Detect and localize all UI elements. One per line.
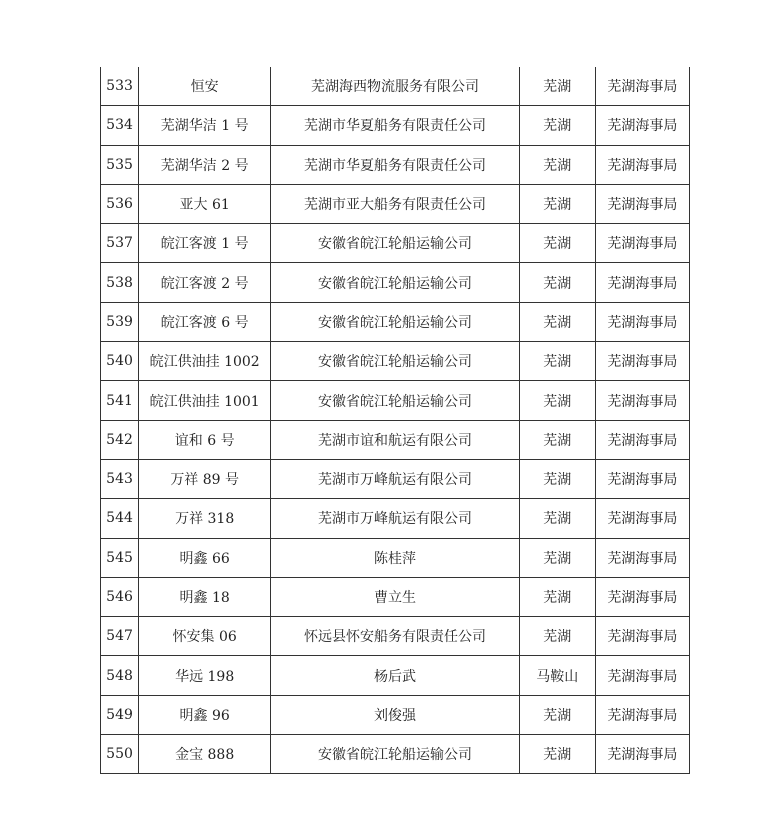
- port-cell: 芜湖: [519, 67, 595, 106]
- table-body: [101, 67, 690, 774]
- table-row: [101, 263, 690, 302]
- authority-cell: 芜湖海事局: [595, 617, 689, 656]
- ship-name-cell: 皖江供油挂 1002: [139, 342, 271, 381]
- port-cell: 芜湖: [519, 577, 595, 616]
- port-cell: 芜湖: [519, 342, 595, 381]
- company-cell: 怀远县怀安船务有限责任公司: [271, 617, 519, 656]
- authority-cell: 芜湖海事局: [595, 420, 689, 459]
- port-cell: 芜湖: [519, 184, 595, 223]
- table-row: [101, 499, 690, 538]
- table-row: [101, 224, 690, 263]
- ship-name-cell: 皖江客渡 6 号: [139, 302, 271, 341]
- authority-cell: 芜湖海事局: [595, 381, 689, 420]
- table-row: [101, 106, 690, 145]
- port-cell: 芜湖: [519, 617, 595, 656]
- table-row: [101, 617, 690, 656]
- company-cell: 杨后武: [271, 656, 519, 695]
- authority-cell: 芜湖海事局: [595, 459, 689, 498]
- authority-cell: 芜湖海事局: [595, 184, 689, 223]
- company-cell: 芜湖市亚大船务有限责任公司: [271, 184, 519, 223]
- row-number-cell: 548: [101, 656, 139, 695]
- row-number-cell: 533: [101, 67, 139, 106]
- authority-cell: 芜湖海事局: [595, 342, 689, 381]
- ship-name-cell: 芜湖华洁 1 号: [139, 106, 271, 145]
- authority-cell: 芜湖海事局: [595, 67, 689, 106]
- authority-cell: 芜湖海事局: [595, 577, 689, 616]
- row-number-cell: 549: [101, 695, 139, 734]
- row-number-cell: 535: [101, 145, 139, 184]
- row-number-cell: 542: [101, 420, 139, 459]
- company-cell: 陈桂萍: [271, 538, 519, 577]
- company-cell: 安徽省皖江轮船运输公司: [271, 224, 519, 263]
- ship-name-cell: 明鑫 66: [139, 538, 271, 577]
- table-row: [101, 342, 690, 381]
- company-cell: 曹立生: [271, 577, 519, 616]
- ship-name-cell: 芜湖华洁 2 号: [139, 145, 271, 184]
- ship-name-cell: 亚大 61: [139, 184, 271, 223]
- port-cell: 芜湖: [519, 695, 595, 734]
- table-row: [101, 184, 690, 223]
- row-number-cell: 539: [101, 302, 139, 341]
- ship-name-cell: 万祥 89 号: [139, 459, 271, 498]
- authority-cell: 芜湖海事局: [595, 499, 689, 538]
- table-row: [101, 538, 690, 577]
- table-row: [101, 302, 690, 341]
- port-cell: 芜湖: [519, 224, 595, 263]
- ship-name-cell: 皖江客渡 1 号: [139, 224, 271, 263]
- port-cell: 芜湖: [519, 459, 595, 498]
- company-cell: 安徽省皖江轮船运输公司: [271, 342, 519, 381]
- company-cell: 芜湖市谊和航运有限公司: [271, 420, 519, 459]
- row-number-cell: 547: [101, 617, 139, 656]
- table-row: [101, 381, 690, 420]
- row-number-cell: 540: [101, 342, 139, 381]
- company-cell: 安徽省皖江轮船运输公司: [271, 381, 519, 420]
- ship-name-cell: 怀安集 06: [139, 617, 271, 656]
- port-cell: 芜湖: [519, 420, 595, 459]
- ship-name-cell: 皖江供油挂 1001: [139, 381, 271, 420]
- authority-cell: 芜湖海事局: [595, 735, 689, 774]
- ship-registry-table: [100, 67, 690, 774]
- company-cell: 安徽省皖江轮船运输公司: [271, 263, 519, 302]
- company-cell: 刘俊强: [271, 695, 519, 734]
- port-cell: 芜湖: [519, 538, 595, 577]
- table-row: [101, 577, 690, 616]
- row-number-cell: 545: [101, 538, 139, 577]
- port-cell: 芜湖: [519, 263, 595, 302]
- row-number-cell: 544: [101, 499, 139, 538]
- company-cell: 芜湖市万峰航运有限公司: [271, 459, 519, 498]
- ship-name-cell: 谊和 6 号: [139, 420, 271, 459]
- ship-name-cell: 皖江客渡 2 号: [139, 263, 271, 302]
- company-cell: 芜湖市万峰航运有限公司: [271, 499, 519, 538]
- authority-cell: 芜湖海事局: [595, 106, 689, 145]
- port-cell: 芜湖: [519, 145, 595, 184]
- ship-name-cell: 万祥 318: [139, 499, 271, 538]
- company-cell: 安徽省皖江轮船运输公司: [271, 302, 519, 341]
- table-row: [101, 420, 690, 459]
- port-cell: 芜湖: [519, 302, 595, 341]
- row-number-cell: 538: [101, 263, 139, 302]
- ship-name-cell: 华远 198: [139, 656, 271, 695]
- port-cell: 马鞍山: [519, 656, 595, 695]
- port-cell: 芜湖: [519, 499, 595, 538]
- table-row: [101, 145, 690, 184]
- row-number-cell: 537: [101, 224, 139, 263]
- table-row: [101, 735, 690, 774]
- company-cell: 安徽省皖江轮船运输公司: [271, 735, 519, 774]
- row-number-cell: 543: [101, 459, 139, 498]
- table-row: [101, 695, 690, 734]
- authority-cell: 芜湖海事局: [595, 263, 689, 302]
- authority-cell: 芜湖海事局: [595, 656, 689, 695]
- table-row: [101, 459, 690, 498]
- row-number-cell: 546: [101, 577, 139, 616]
- table-row: [101, 67, 690, 106]
- authority-cell: 芜湖海事局: [595, 145, 689, 184]
- port-cell: 芜湖: [519, 106, 595, 145]
- row-number-cell: 541: [101, 381, 139, 420]
- port-cell: 芜湖: [519, 381, 595, 420]
- ship-name-cell: 恒安: [139, 67, 271, 106]
- company-cell: 芜湖市华夏船务有限责任公司: [271, 145, 519, 184]
- table-row: [101, 656, 690, 695]
- company-cell: 芜湖市华夏船务有限责任公司: [271, 106, 519, 145]
- authority-cell: 芜湖海事局: [595, 302, 689, 341]
- ship-name-cell: 明鑫 96: [139, 695, 271, 734]
- row-number-cell: 536: [101, 184, 139, 223]
- authority-cell: 芜湖海事局: [595, 224, 689, 263]
- row-number-cell: 550: [101, 735, 139, 774]
- row-number-cell: 534: [101, 106, 139, 145]
- ship-name-cell: 金宝 888: [139, 735, 271, 774]
- authority-cell: 芜湖海事局: [595, 695, 689, 734]
- port-cell: 芜湖: [519, 735, 595, 774]
- ship-name-cell: 明鑫 18: [139, 577, 271, 616]
- authority-cell: 芜湖海事局: [595, 538, 689, 577]
- company-cell: 芜湖海西物流服务有限公司: [271, 67, 519, 106]
